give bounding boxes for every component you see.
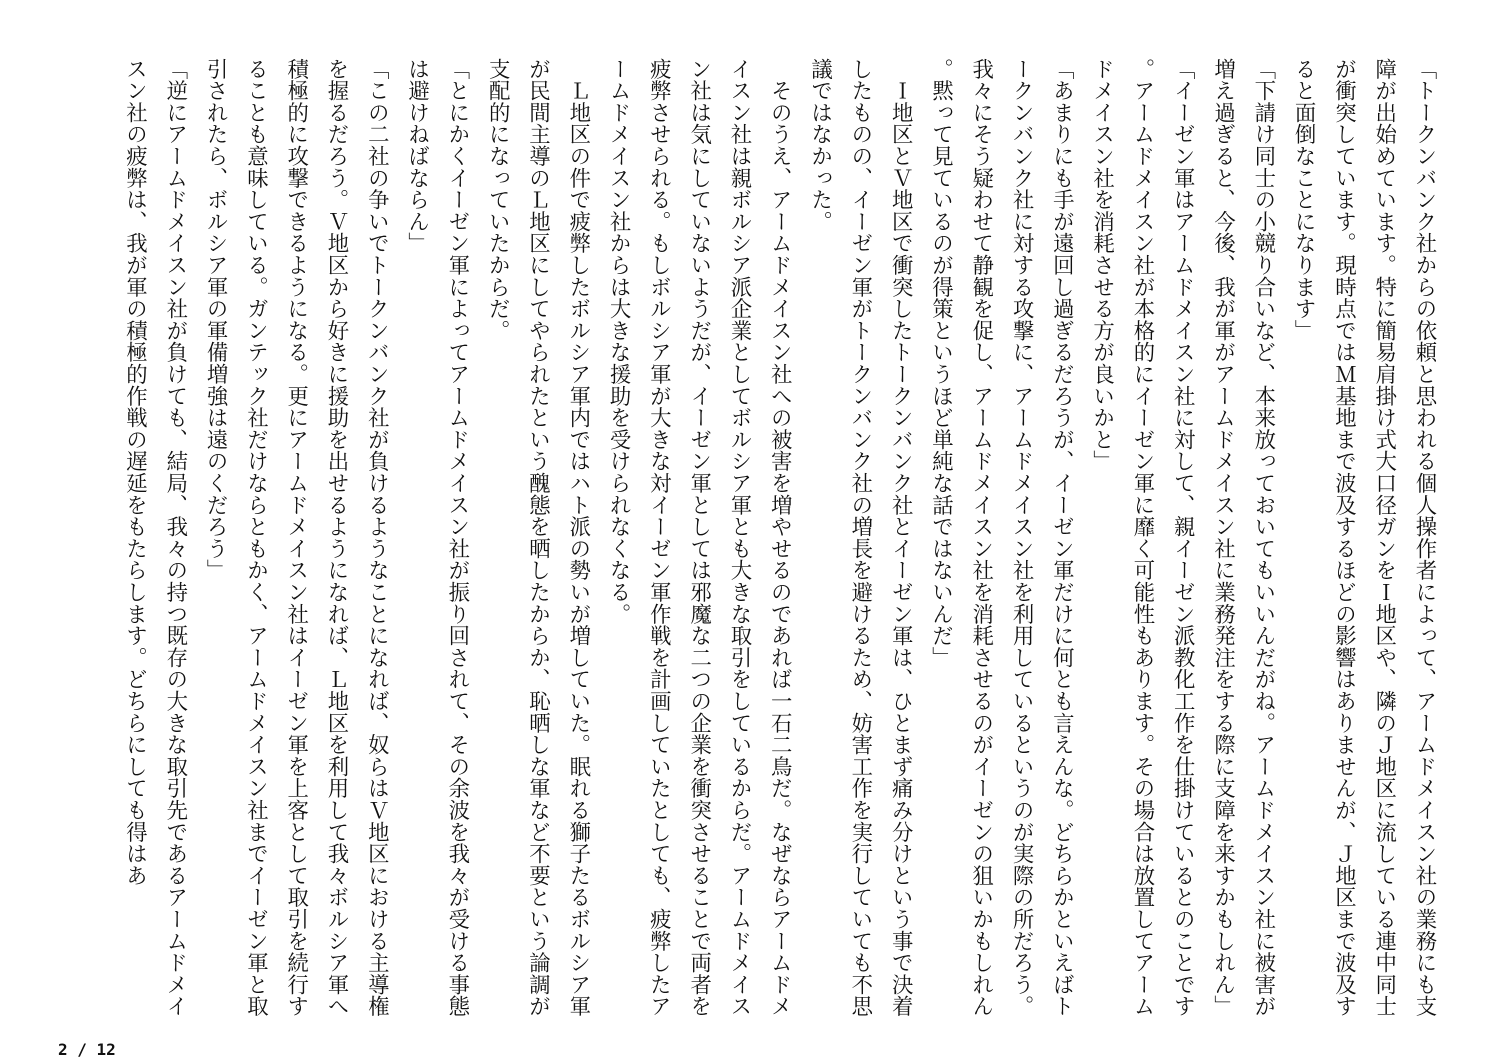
paragraph-1: 「トークンバンク社からの依頼と思われる個人操作者によって、アームドメイスン社の業務にも支障が出始めています。特に簡易肩掛け式大口径ガンをＩ地区や、隣のＪ地区に流している連中同士が衝突しています。現時点ではＭ基地まで波及するほどの影響はありませんが、Ｊ地区まで波及すると面倒なことになります」 <box>1291 58 1437 1018</box>
paragraph-5: Ｉ地区とＶ地区で衝突したトークンバンク社とイーゼン軍は、ひとまず痛み分けという事で決着したものの、イーゼン軍がトークンバンク社の増長を避けるため、妨害工作を実行していても不思議ではなかった。 <box>807 58 914 1018</box>
paragraph-10: 「逆にアームドメイスン社が負けても、結局、我々の持つ既存の大きな取引先であるアームドメイスン社の疲弊は、我が軍の積極的作戦の遅延をもたらします。どちらにしても得はあ <box>122 58 188 1018</box>
page-number: 2 / 12 <box>58 1040 116 1059</box>
paragraph-2: 「下請け同士の小競り合いなど、本来放っておいてもいいんだがね。アームドメイスン社に被害が増え過ぎると、今後、我が軍がアームドメイスン社に業務発注をする際に支障を来すかもしれん」 <box>1210 58 1276 1018</box>
paragraph-8: 「とにかくイーゼン軍によってアームドメイスン社が振り回されて、その余波を我々が受ける事態は避けねばならん」 <box>404 58 470 1018</box>
paragraph-4: 「あまりにも手が遠回し過ぎるだろうが、イーゼン軍だけに何とも言えんな。どちらかといえばトークンバンク社に対する攻撃に、アームドメイスン社を利用しているというのが実際の所だろう。我々にそう疑わせて静観を促し、アームドメイスン社を消耗させるのがイーゼンの狙いかもしれん。黙って見ているのが得策というほど単純な話ではないんだ」 <box>928 58 1075 1018</box>
paragraph-3: 「イーゼン軍はアームドメイスン社に対して、親イーゼン派教化工作を仕掛けているとのことです。アームドメイスン社が本格的にイーゼン軍に靡く可能性もあります。その場合は放置してアームドメイスン社を消耗させる方が良いかと」 <box>1089 58 1196 1018</box>
paragraph-6: そのうえ、アームドメイスン社への被害を増やせるのであれば一石二鳥だ。なぜならアームドメイスン社は親ボルシア派企業としてボルシア軍とも大きな取引をしているからだ。アームドメイスン社は気にしていないようだが、イーゼン軍としては邪魔な二つの企業を衝突させることで両者を疲弊させられる。もしボルシア軍が大きな対イーゼン軍作戦を計画していたとしても、疲弊したアームドメイスン社からは大きな援助を受けられなくなる。 <box>606 58 793 1018</box>
paragraph-7: Ｌ地区の件で疲弊したボルシア軍内ではハト派の勢いが増していた。眠れる獅子たるボルシア軍が民間主導のＬ地区にしてやられたという醜態を晒したからか、恥晒しな軍など不要という論調が支配的になっていたからだ。 <box>485 58 591 1018</box>
vertical-text-body <box>54 58 1444 1018</box>
paragraph-9: 「この二社の争いでトークンバンク社が負けるようなことになれば、奴らはＶ地区における主導権を握るだろう。Ｖ地区から好きに援助を出せるようになれば、Ｌ地区を利用して我々ボルシア軍へ積極的に攻撃できるようになる。更にアームドメイスン社はイーゼン軍を上客として取引を続行することも意味している。ガンテック社だけならともかく、アームドメイスン社までイーゼン軍と取引されたら、ボルシア軍の軍備増強は遠のくだろう」 <box>203 58 390 1018</box>
